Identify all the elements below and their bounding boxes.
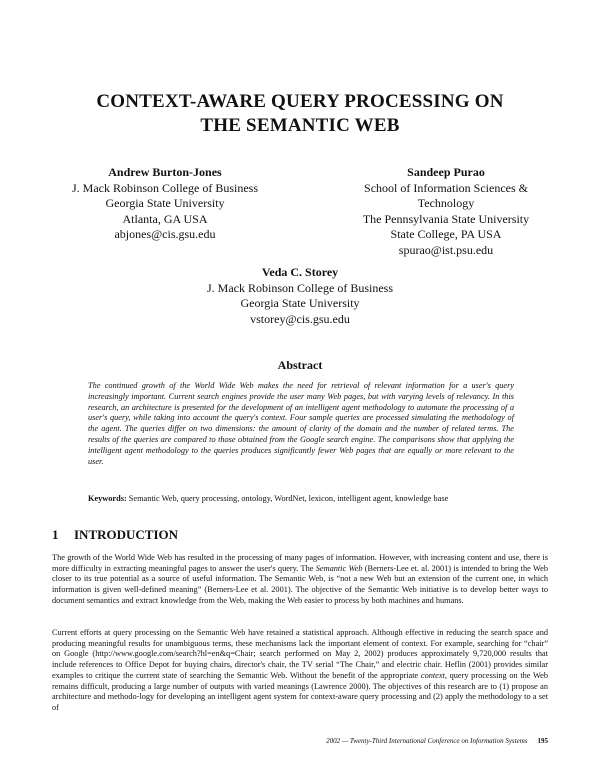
author-university: Georgia State University bbox=[105, 196, 225, 210]
author-block-1 bbox=[40, 165, 290, 243]
author-affiliation-cont: Technology bbox=[417, 196, 475, 210]
paper-title bbox=[60, 90, 540, 138]
author-name: Andrew Burton-Jones bbox=[108, 165, 222, 179]
intro-paragraph-2 bbox=[52, 628, 548, 714]
intro-paragraph-1 bbox=[52, 553, 548, 607]
keywords-label: Keywords: bbox=[88, 494, 127, 503]
section-heading bbox=[52, 527, 178, 543]
author-name: Veda C. Storey bbox=[261, 265, 339, 279]
author-block-3 bbox=[170, 265, 430, 327]
keywords-list: Semantic Web, query processing, ontology, WordNet, lexicon, intelligent agent, knowledge base bbox=[128, 494, 449, 503]
footer-conference: 2002 — Twenty-Third International Conference on Information Systems bbox=[326, 737, 528, 745]
author-block-2 bbox=[318, 165, 574, 258]
section-number: 1 bbox=[52, 527, 59, 542]
author-name: Sandeep Purao bbox=[407, 165, 485, 179]
author-location: State College, PA USA bbox=[390, 227, 502, 241]
title-line-2: THE SEMANTIC WEB bbox=[200, 115, 400, 136]
para2-text-a: Current efforts at query processing on the Semantic Web have retained a statistical approach. Although effective in reducing the search space and producing meaningful results for unambiguous terms, these mechanisms lack the important element of context. For example, searching for “chair” on Google (http://www.google.com/search?hl=en&q=Chair; search performed on May 2, 2002) produces approximately 9,720,000 results that include references to Office Depot for buying chairs, director's chair, the TV serial “The Chair,” and electric chair. Heflin (2001) provides similar examples to critique the current state of searching the Semantic Web. Without the benefit of the appropriate bbox=[52, 628, 548, 680]
abstract-text: The continued growth of the World Wide Web makes the need for retrieval of relevant information for a user's query increasingly important. Current search engines provide the user many Web pages, but with varying levels of relevancy. In this research, an architecture is presented for the development of an intelligent agent methodology to automate the processing of a user's query, while taking into account the query's context. Four sample queries are processed simulating the methodology of the agent. The queries differ on two dimensions: the amount of clarity of the domain and the number of related terms. The results of the queries are compared to those obtained from the Google search engine. The comparisons show that applying the intelligent agent methodology to the queries produces significantly fewer Web pages that are equally or more relevant to the user. bbox=[88, 381, 514, 466]
para1-emphasis: Semantic Web bbox=[315, 563, 363, 573]
para1-text-a: The growth of the World Wide Web has resulted in the processing of many pages of information. However, with increasing content and use, there is more difficulty in extracting meaningful pages to answer the user's query. The bbox=[52, 553, 548, 573]
title-line-1: CONTEXT-AWARE QUERY PROCESSING ON bbox=[96, 91, 504, 112]
para2-emphasis: context bbox=[420, 670, 445, 680]
para1-text-b: (Berners-Lee et. al. 2001) is intended to bring the Web closer to its true potential as a source of useful information. The Semantic Web, is “not a new Web but an extension of the current one, in which information is given well-defined meaning” (Berners-Lee et al. 2001). The objective of the Semantic Web initiative is to develop better ways to document semantics and extract knowledge from the Web, making the Web easier to process by both machines and humans. bbox=[52, 563, 548, 605]
abstract-heading: Abstract bbox=[277, 358, 323, 372]
para2-text-b: , query processing on the Web remains difficult, producing a large number of outputs with varied meanings (Lawrence 2000). The objectives of this research are to (1) propose an architecture and methodo-logy for developing an intelligent agent system for context-aware query processing and (2) apply the methodology to a set of bbox=[52, 670, 548, 712]
author-affiliation: J. Mack Robinson College of Business bbox=[72, 180, 258, 195]
section-title: INTRODUCTION bbox=[74, 527, 179, 542]
author-location: Atlanta, GA USA bbox=[122, 211, 208, 226]
author-affiliation: J. Mack Robinson College of Business bbox=[207, 280, 393, 295]
page-footer bbox=[52, 737, 548, 745]
author-email: abjones@cis.gsu.edu bbox=[114, 227, 216, 241]
author-university: The Pennsylvania State University bbox=[362, 211, 530, 226]
author-email: vstorey@cis.gsu.edu bbox=[250, 311, 350, 326]
page-number: 195 bbox=[537, 737, 548, 745]
author-affiliation: School of Information Sciences & bbox=[364, 180, 528, 195]
author-university: Georgia State University bbox=[240, 296, 360, 310]
author-email: spurao@ist.psu.edu bbox=[398, 242, 494, 257]
keywords bbox=[88, 493, 518, 504]
